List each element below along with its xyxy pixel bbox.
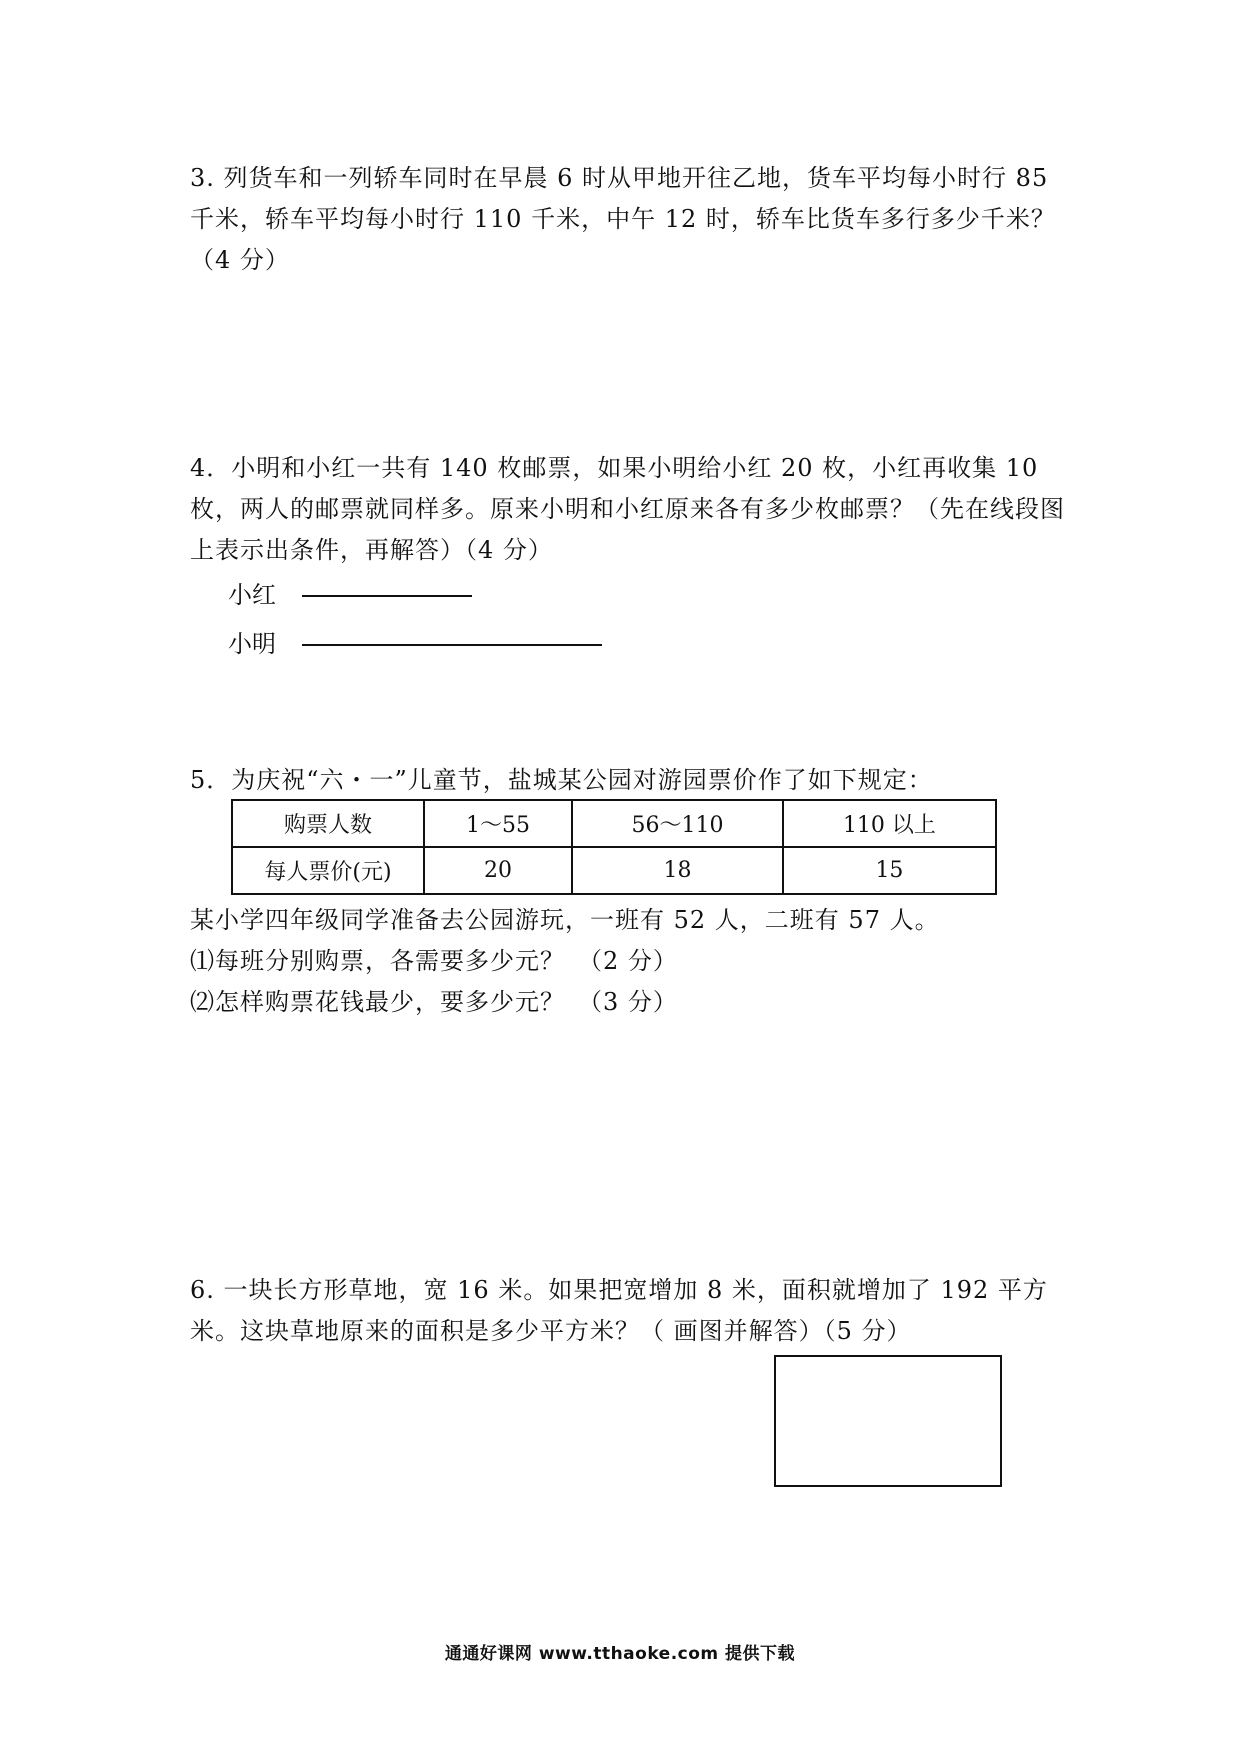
segment-label-xiaoming: 小明 — [228, 630, 276, 658]
question-4: 4．小明和小红一共有 140 枚邮票，如果小明给小红 20 枚，小红再收集 10 枚，两人的邮票就同样多。原来小明和小红原来各有多少枚邮票？（先在线段图上表示出条件，再解答）（4 分） — [190, 454, 1065, 564]
table-cell: 15 — [783, 847, 996, 894]
table-cell: 20 — [424, 847, 572, 894]
table-cell: 每人票价(元) — [232, 847, 424, 894]
table-cell: 110 以上 — [783, 800, 996, 847]
drawing-rectangle[interactable] — [774, 1355, 1002, 1487]
table-cell: 56～110 — [572, 800, 783, 847]
question-5-line-1: 某小学四年级同学准备去公园游玩，一班有 52 人，二班有 57 人。 — [190, 906, 940, 934]
question-6: 6. 一块长方形草地，宽 16 米。如果把宽增加 8 米，面积就增加了 192 平方米。这块草地原来的面积是多少平方米？（ 画图并解答）（5 分） — [190, 1276, 1048, 1345]
question-5-part-2: ⑵怎样购票花钱最少，要多少元？ （3 分） — [190, 988, 678, 1016]
table-row — [232, 800, 996, 847]
question-5-intro: 5．为庆祝“六・一”儿童节，盐城某公园对游园票价作了如下规定： — [190, 766, 933, 794]
question-3: 3. 列货车和一列轿车同时在早晨 6 时从甲地开往乙地，货车平均每小时行 85 千米，轿车平均每小时行 110 千米，中午 12 时，轿车比货车多行多少千米？（4 分） — [190, 164, 1056, 274]
table-row — [232, 847, 996, 894]
segment-line-xiaohong[interactable] — [302, 595, 472, 597]
page-footer: 通通好课网 www.tthaoke.com 提供下载 — [444, 1644, 796, 1664]
segment-row-xiaohong — [228, 575, 472, 615]
question-5-body — [190, 900, 1070, 1023]
question-5-part-1: ⑴每班分别购票，各需要多少元？ （2 分） — [190, 947, 678, 975]
ticket-price-table — [231, 799, 997, 895]
segment-label-xiaohong: 小红 — [228, 581, 276, 609]
segment-line-xiaoming[interactable] — [302, 644, 602, 646]
segment-row-xiaoming — [228, 624, 602, 664]
table-cell: 购票人数 — [232, 800, 424, 847]
table-cell: 18 — [572, 847, 783, 894]
table-cell: 1～55 — [424, 800, 572, 847]
